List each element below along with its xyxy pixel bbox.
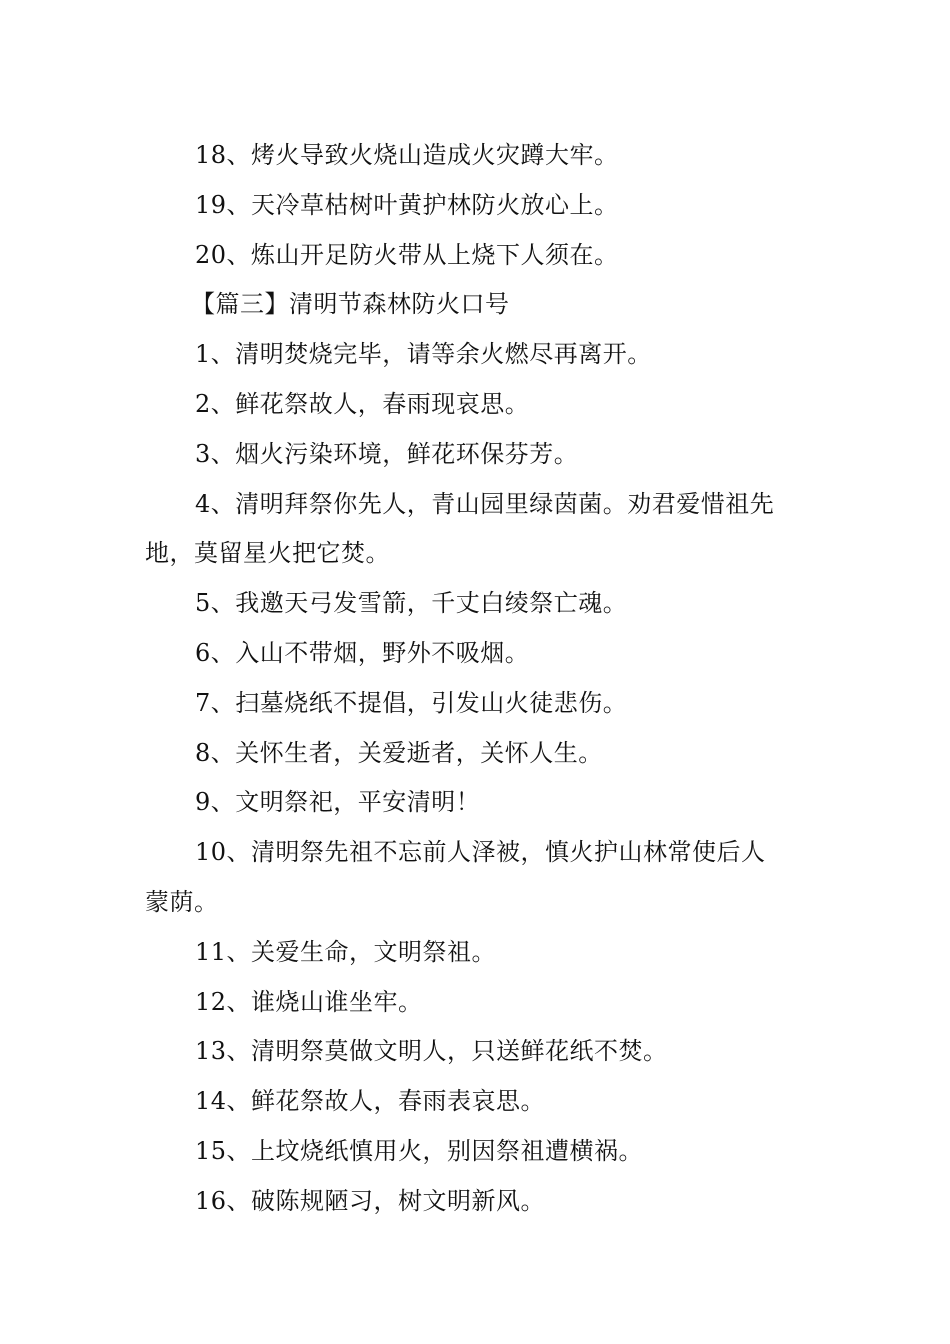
slogan-10-line1: 10、清明祭先祖不忘前人泽被，慎火护山林常使后人 — [195, 838, 766, 867]
slogan-14: 14、鲜花祭故人，春雨表哀思。 — [195, 1087, 546, 1116]
slogan-15: 15、上坟烧纸慎用火，别因祭祖遭横祸。 — [195, 1136, 644, 1165]
slogan-8: 8、关怀生者，关爱逝者，关怀人生。 — [195, 738, 603, 767]
slogan-20: 20、炼山开足防火带从上烧下人须在。 — [195, 240, 619, 269]
section-heading: 【篇三】清明节森林防火口号 — [191, 290, 510, 319]
slogan-3: 3、烟火污染环境，鲜花环保芬芳。 — [195, 439, 579, 468]
slogan-13: 13、清明祭莫做文明人，只送鲜花纸不焚。 — [195, 1037, 668, 1066]
slogan-7: 7、扫墓烧纸不提倡，引发山火徒悲伤。 — [195, 688, 628, 717]
slogan-6: 6、入山不带烟，野外不吸烟。 — [195, 638, 530, 667]
slogan-4-line2: 地，莫留星火把它焚。 — [145, 539, 390, 568]
slogan-10-line2: 蒙荫。 — [145, 887, 219, 916]
slogan-18: 18、烤火导致火烧山造成火灾蹲大牢。 — [195, 141, 619, 169]
slogan-1: 1、清明焚烧完毕，请等余火燃尽再离开。 — [195, 340, 652, 369]
slogan-11: 11、关爱生命，文明祭祖。 — [195, 937, 497, 966]
slogan-9: 9、文明祭祀，平安清明！ — [195, 788, 481, 817]
slogan-5: 5、我邀天弓发雪箭，千丈白绫祭亡魂。 — [195, 589, 628, 618]
slogan-19: 19、天冷草枯树叶黄护林防火放心上。 — [195, 190, 619, 219]
slogan-4-line1: 4、清明拜祭你先人，青山园里绿茵菌。劝君爱惜祖先 — [195, 489, 775, 518]
slogan-2: 2、鲜花祭故人，春雨现哀思。 — [195, 389, 530, 418]
slogan-16: 16、破陈规陋习，树文明新风。 — [195, 1186, 546, 1215]
slogan-12: 12、谁烧山谁坐牢。 — [195, 987, 423, 1016]
document-body — [145, 131, 810, 1227]
